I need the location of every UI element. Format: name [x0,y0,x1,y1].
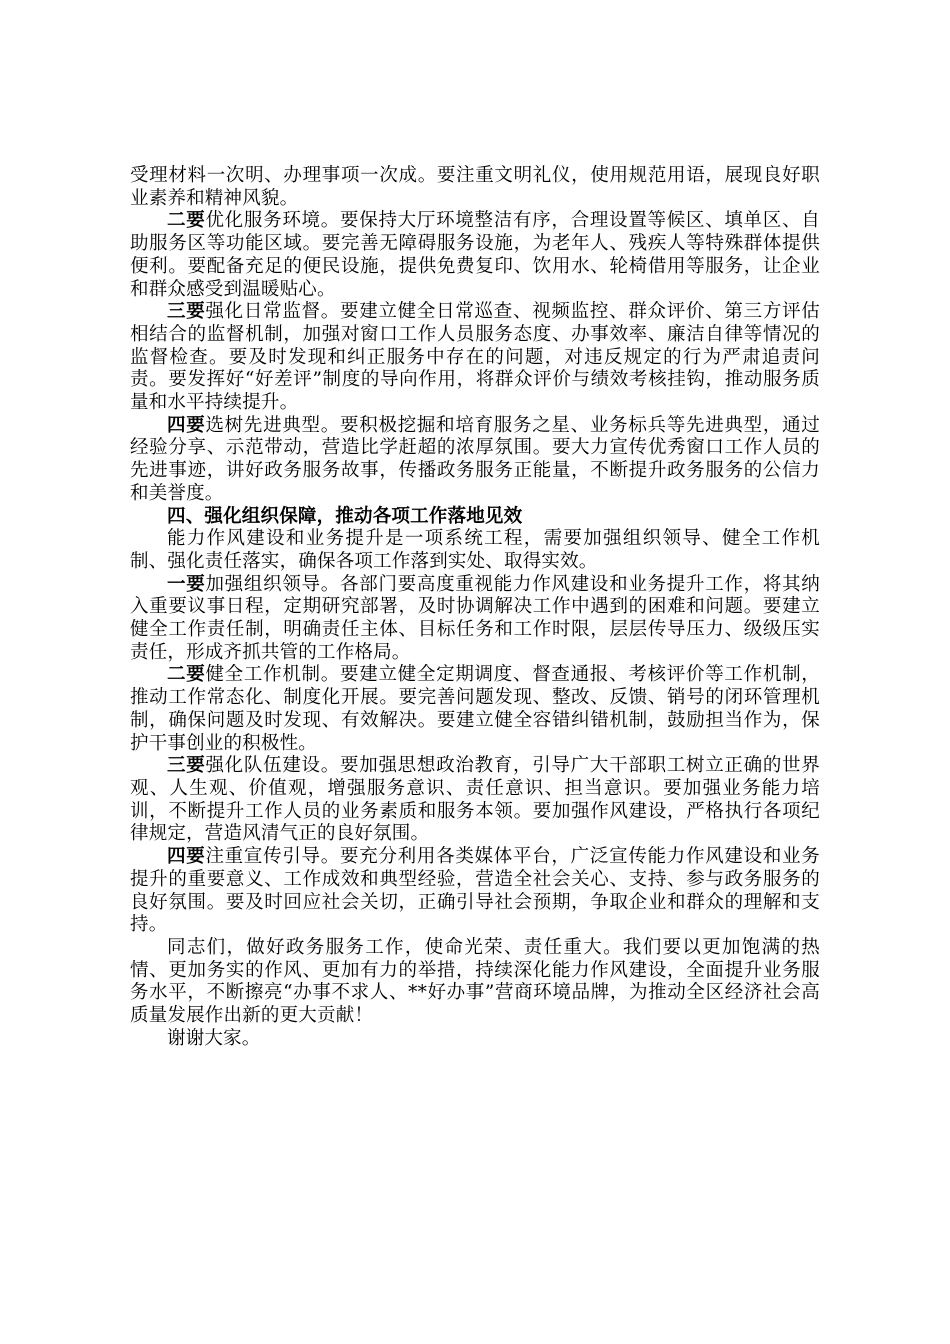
paragraph-11 [130,937,820,1028]
document-body [130,165,820,1050]
paragraph-lead: 四要 [167,846,206,868]
paragraph-text: 同志们，做好政务服务工作，使命光荣、责任重大。我们要以更加饱满的热情、更加务实的作风、更加有力的举措，持续深化能力作风建设，全面提升业务服务水平，不断擦亮“办事不求人、**好办事”营商环境品牌，为推动全区经济社会高质量发展作出新的更大贡献！ [130,936,820,1027]
paragraph-9 [130,755,820,846]
paragraph-text: 优化服务环境。要保持大厅环境整洁有序，合理设置等候区、填单区、自助服务区等功能区域。要完善无障碍服务设施，为老年人、残疾人等特殊群体提供便利。要配备充足的便民设施，提供免费复印、饮用水、轮椅借用等服务，让企业和群众感受到温暖贴心。 [130,210,821,300]
paragraph-text: 强化队伍建设。要加强思想政治教育，引导广大干部职工树立正确的世界观、人生观、价值观，增强服务意识、责任意识、担当意识。要加强业务能力培训，不断提升工作人员的业务素质和服务本领。要加强作风建设，严格执行各项纪律规定，营造风清气正的良好氛围。 [130,755,821,845]
paragraph-text: 选树先进典型。要积极挖掘和培育服务之星、业务标兵等先进典型，通过经验分享、示范带动，营造比学赶超的浓厚氛围。要大力宣传优秀窗口工作人员的先进事迹，讲好政务服务故事，传播政务服务正能量，不断提升政务服务的公信力和美誉度。 [130,414,821,504]
paragraph-10 [130,846,820,937]
paragraph-lead: 二要 [167,664,206,686]
paragraph-6 [130,528,820,573]
paragraph-4 [130,415,820,506]
paragraph-7 [130,574,820,665]
paragraph-text: 能力作风建设和业务提升是一项系统工程，需要加强组织领导、健全工作机制、强化责任落实，确保各项工作落到实处、取得实效。 [130,528,820,572]
paragraph-text: 健全工作机制。要建立健全定期调度、督查通报、考核评价等工作机制，推动工作常态化、制度化开展。要完善问题发现、整改、反馈、销号的闭环管理机制，确保问题及时发现、有效解决。要建立健全容错纠错机制，鼓励担当作为，保护干事创业的积极性。 [130,664,821,754]
paragraph-text: 受理材料一次明、办理事项一次成。要注重文明礼仪，使用规范用语，展现良好职业素养和精神风貌。 [130,165,820,209]
paragraph-3 [130,301,820,415]
paragraph-12 [130,1028,820,1051]
paragraph-2 [130,210,820,301]
paragraph-lead: 一要 [167,573,206,595]
paragraph-text: 加强组织领导。各部门要高度重视能力作风建设和业务提升工作，将其纳入重要议事日程，定期研究部署，及时协调解决工作中遇到的困难和问题。要建立健全工作责任制，明确责任主体、目标任务和工作时限，层层传导压力、级级压实责任，形成齐抓共管的工作格局。 [130,573,821,663]
paragraph-lead: 三要 [167,755,206,777]
paragraph-1 [130,165,820,210]
paragraph-8 [130,664,820,755]
paragraph-lead: 四要 [167,414,206,436]
paragraph-text: 强化日常监督。要建立健全日常巡查、视频监控、群众评价、第三方评估相结合的监督机制，加强对窗口工作人员服务态度、办事效率、廉洁自律等情况的监督检查。要及时发现和纠正服务中存在的问题，对违反规定的行为严肃追责问责。要发挥好“好差评”制度的导向作用，将群众评价与绩效考核挂钩，推动服务质量和水平持续提升。 [130,301,821,414]
paragraph-lead: 二要 [167,210,206,232]
paragraph-text: 注重宣传引导。要充分利用各类媒体平台，广泛宣传能力作风建设和业务提升的重要意义、工作成效和典型经验，营造全社会关心、支持、参与政务服务的良好氛围。要及时回应社会关切，正确引导社会预期，争取企业和群众的理解和支持。 [130,846,821,936]
section-heading: 四、强化组织保障，推动各项工作落地见效 [167,505,523,527]
paragraph-text: 谢谢大家。 [167,1027,261,1049]
paragraph-lead: 三要 [167,301,206,323]
